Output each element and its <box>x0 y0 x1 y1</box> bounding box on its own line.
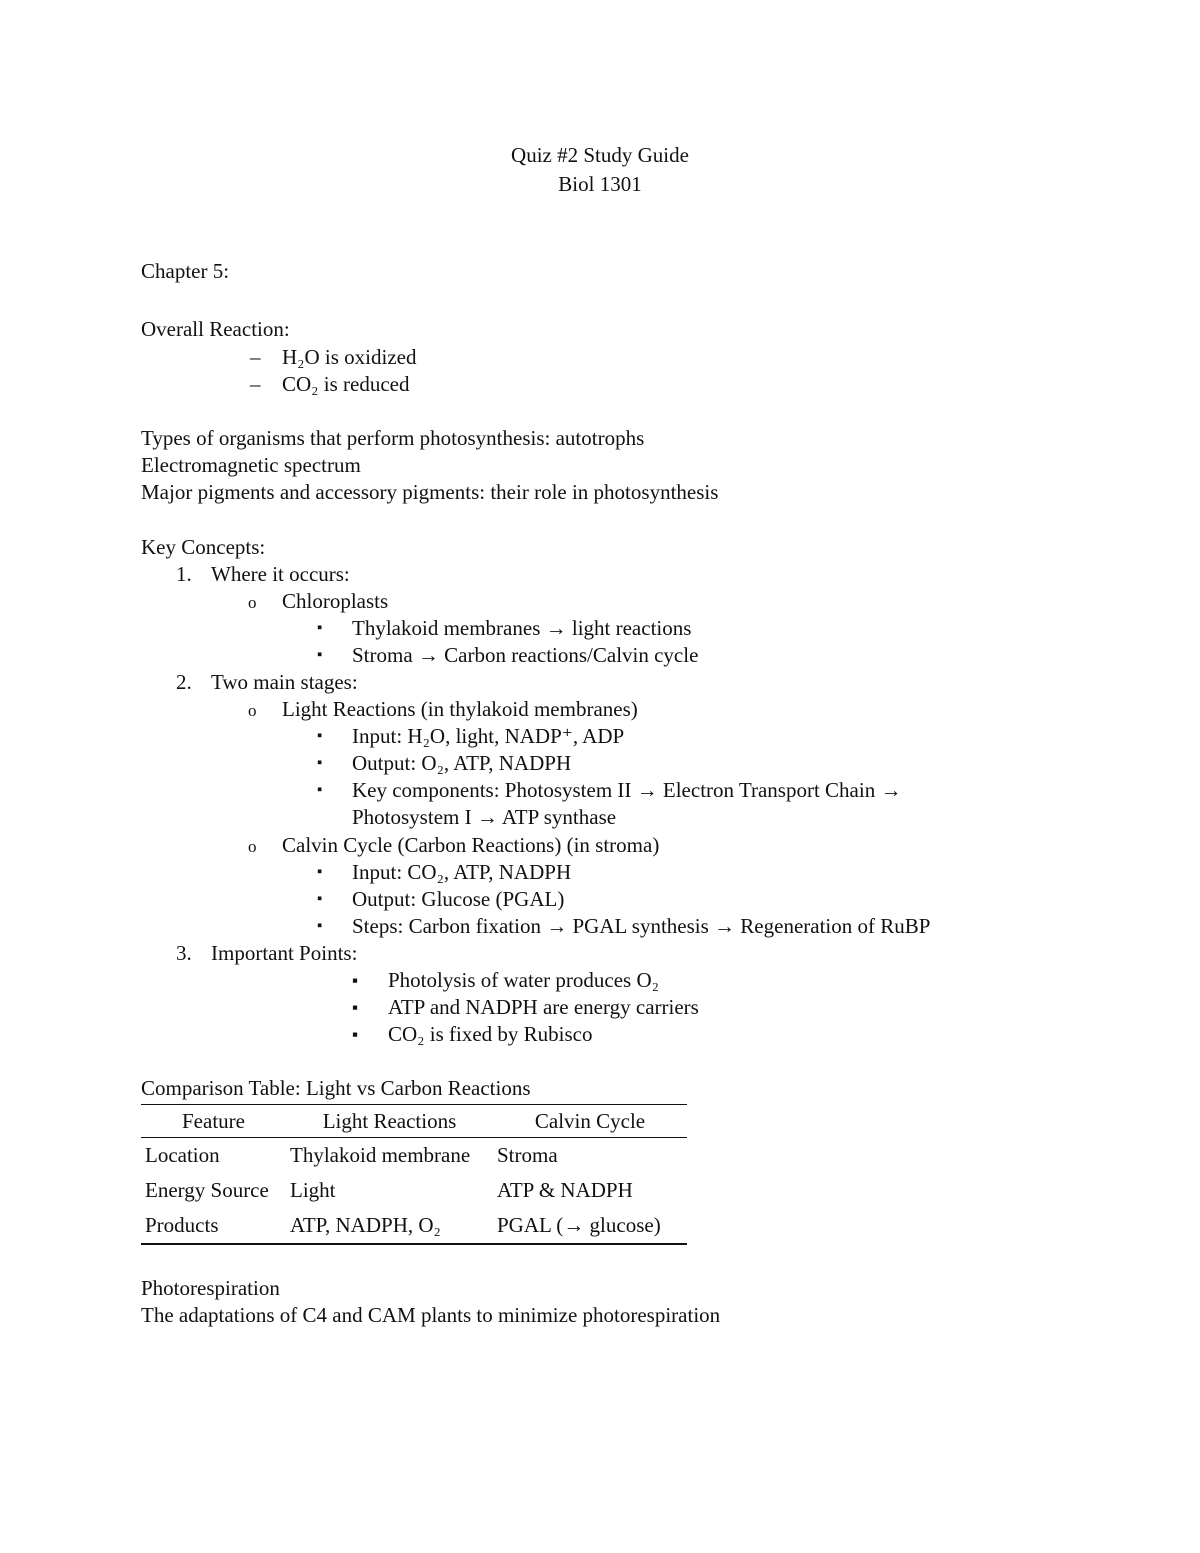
square-bullet-icon: ▪ <box>317 728 323 744</box>
point-item: Thylakoid membranes → light reactions <box>352 616 692 640</box>
point-item: Input: H₂O, light, NADP⁺, ADP <box>352 724 625 748</box>
point-item: Steps: Carbon fixation → PGAL synthesis → Regeneration of RuBP <box>352 914 931 938</box>
table-header-row <box>141 1105 687 1138</box>
topic-line: Major pigments and accessory pigments: their role in photosynthesis <box>141 480 719 504</box>
square-bullet-icon: ▪ <box>352 1025 359 1044</box>
point-item: CO₂ is fixed by Rubisco <box>388 1022 593 1046</box>
table-row <box>141 1208 687 1244</box>
table-cell: Light <box>290 1178 336 1202</box>
overall-item: CO₂ is reduced <box>282 372 410 396</box>
subitem-label: Calvin Cycle (Carbon Reactions) (in stroma) <box>282 833 660 857</box>
square-bullet-icon: ▪ <box>317 891 323 907</box>
topic-line: Types of organisms that perform photosynthesis: autotrophs <box>141 426 645 450</box>
column-header: Calvin Cycle <box>493 1105 687 1138</box>
table-cell: PGAL (→ glucose) <box>497 1213 661 1237</box>
column-header: Feature <box>141 1105 286 1138</box>
list-number: 3. <box>176 941 192 965</box>
circle-bullet-icon: o <box>248 701 257 720</box>
square-bullet-icon: ▪ <box>317 782 323 798</box>
subitem-label: Light Reactions (in thylakoid membranes) <box>282 697 638 721</box>
subitem-label: Chloroplasts <box>282 589 389 613</box>
square-bullet-icon: ▪ <box>317 755 323 771</box>
table-cell: ATP & NADPH <box>497 1178 633 1202</box>
point-item: Stroma → Carbon reactions/Calvin cycle <box>352 643 699 667</box>
dash-marker: – <box>250 345 261 369</box>
overall-reaction-heading: Overall Reaction: <box>141 317 290 341</box>
square-bullet-icon: ▪ <box>352 971 359 990</box>
topic-line: Electromagnetic spectrum <box>141 453 361 477</box>
column-header: Light Reactions <box>286 1105 493 1138</box>
table-cell: Thylakoid membrane <box>290 1143 471 1167</box>
square-bullet-icon: ▪ <box>352 998 359 1017</box>
table-caption: Comparison Table: Light vs Carbon Reactions <box>141 1076 531 1100</box>
list-number: 2. <box>176 670 192 694</box>
comparison-table <box>141 1104 687 1245</box>
table-cell: ATP, NADPH, O₂ <box>290 1213 441 1237</box>
list-number: 1. <box>176 562 192 586</box>
table-row <box>141 1138 687 1174</box>
point-item: Photolysis of water produces O₂ <box>388 968 659 992</box>
square-bullet-icon: ▪ <box>317 647 323 663</box>
key-concepts-heading: Key Concepts: <box>141 535 266 559</box>
point-item-continuation: Photosystem I → ATP synthase <box>352 805 617 829</box>
document-title: Quiz #2 Study Guide <box>511 143 689 167</box>
table-cell: Products <box>145 1213 219 1237</box>
photorespiration-heading: Photorespiration <box>141 1276 280 1300</box>
course-code: Biol 1301 <box>558 172 642 196</box>
circle-bullet-icon: o <box>248 593 257 612</box>
point-item: Output: Glucose (PGAL) <box>352 887 565 911</box>
point-item: Key components: Photosystem II → Electron Transport Chain → <box>352 778 902 802</box>
table-cell: Energy Source <box>145 1178 269 1202</box>
concept-label: Where it occurs: <box>211 562 350 586</box>
circle-bullet-icon: o <box>248 837 257 856</box>
photorespiration-text: The adaptations of C4 and CAM plants to minimize photorespiration <box>141 1303 721 1327</box>
point-item: Input: CO₂, ATP, NADPH <box>352 860 572 884</box>
concept-label: Two main stages: <box>211 670 358 694</box>
table-row <box>141 1173 687 1208</box>
table-cell: Stroma <box>497 1143 558 1167</box>
dash-marker: – <box>250 372 261 396</box>
overall-item: H₂O is oxidized <box>282 345 417 369</box>
square-bullet-icon: ▪ <box>317 864 323 880</box>
point-item: ATP and NADPH are energy carriers <box>388 995 699 1019</box>
concept-label: Important Points: <box>211 941 358 965</box>
square-bullet-icon: ▪ <box>317 918 323 934</box>
point-item: Output: O₂, ATP, NADPH <box>352 751 572 775</box>
square-bullet-icon: ▪ <box>317 620 323 636</box>
chapter-heading: Chapter 5: <box>141 259 230 283</box>
table-cell: Location <box>145 1143 220 1167</box>
